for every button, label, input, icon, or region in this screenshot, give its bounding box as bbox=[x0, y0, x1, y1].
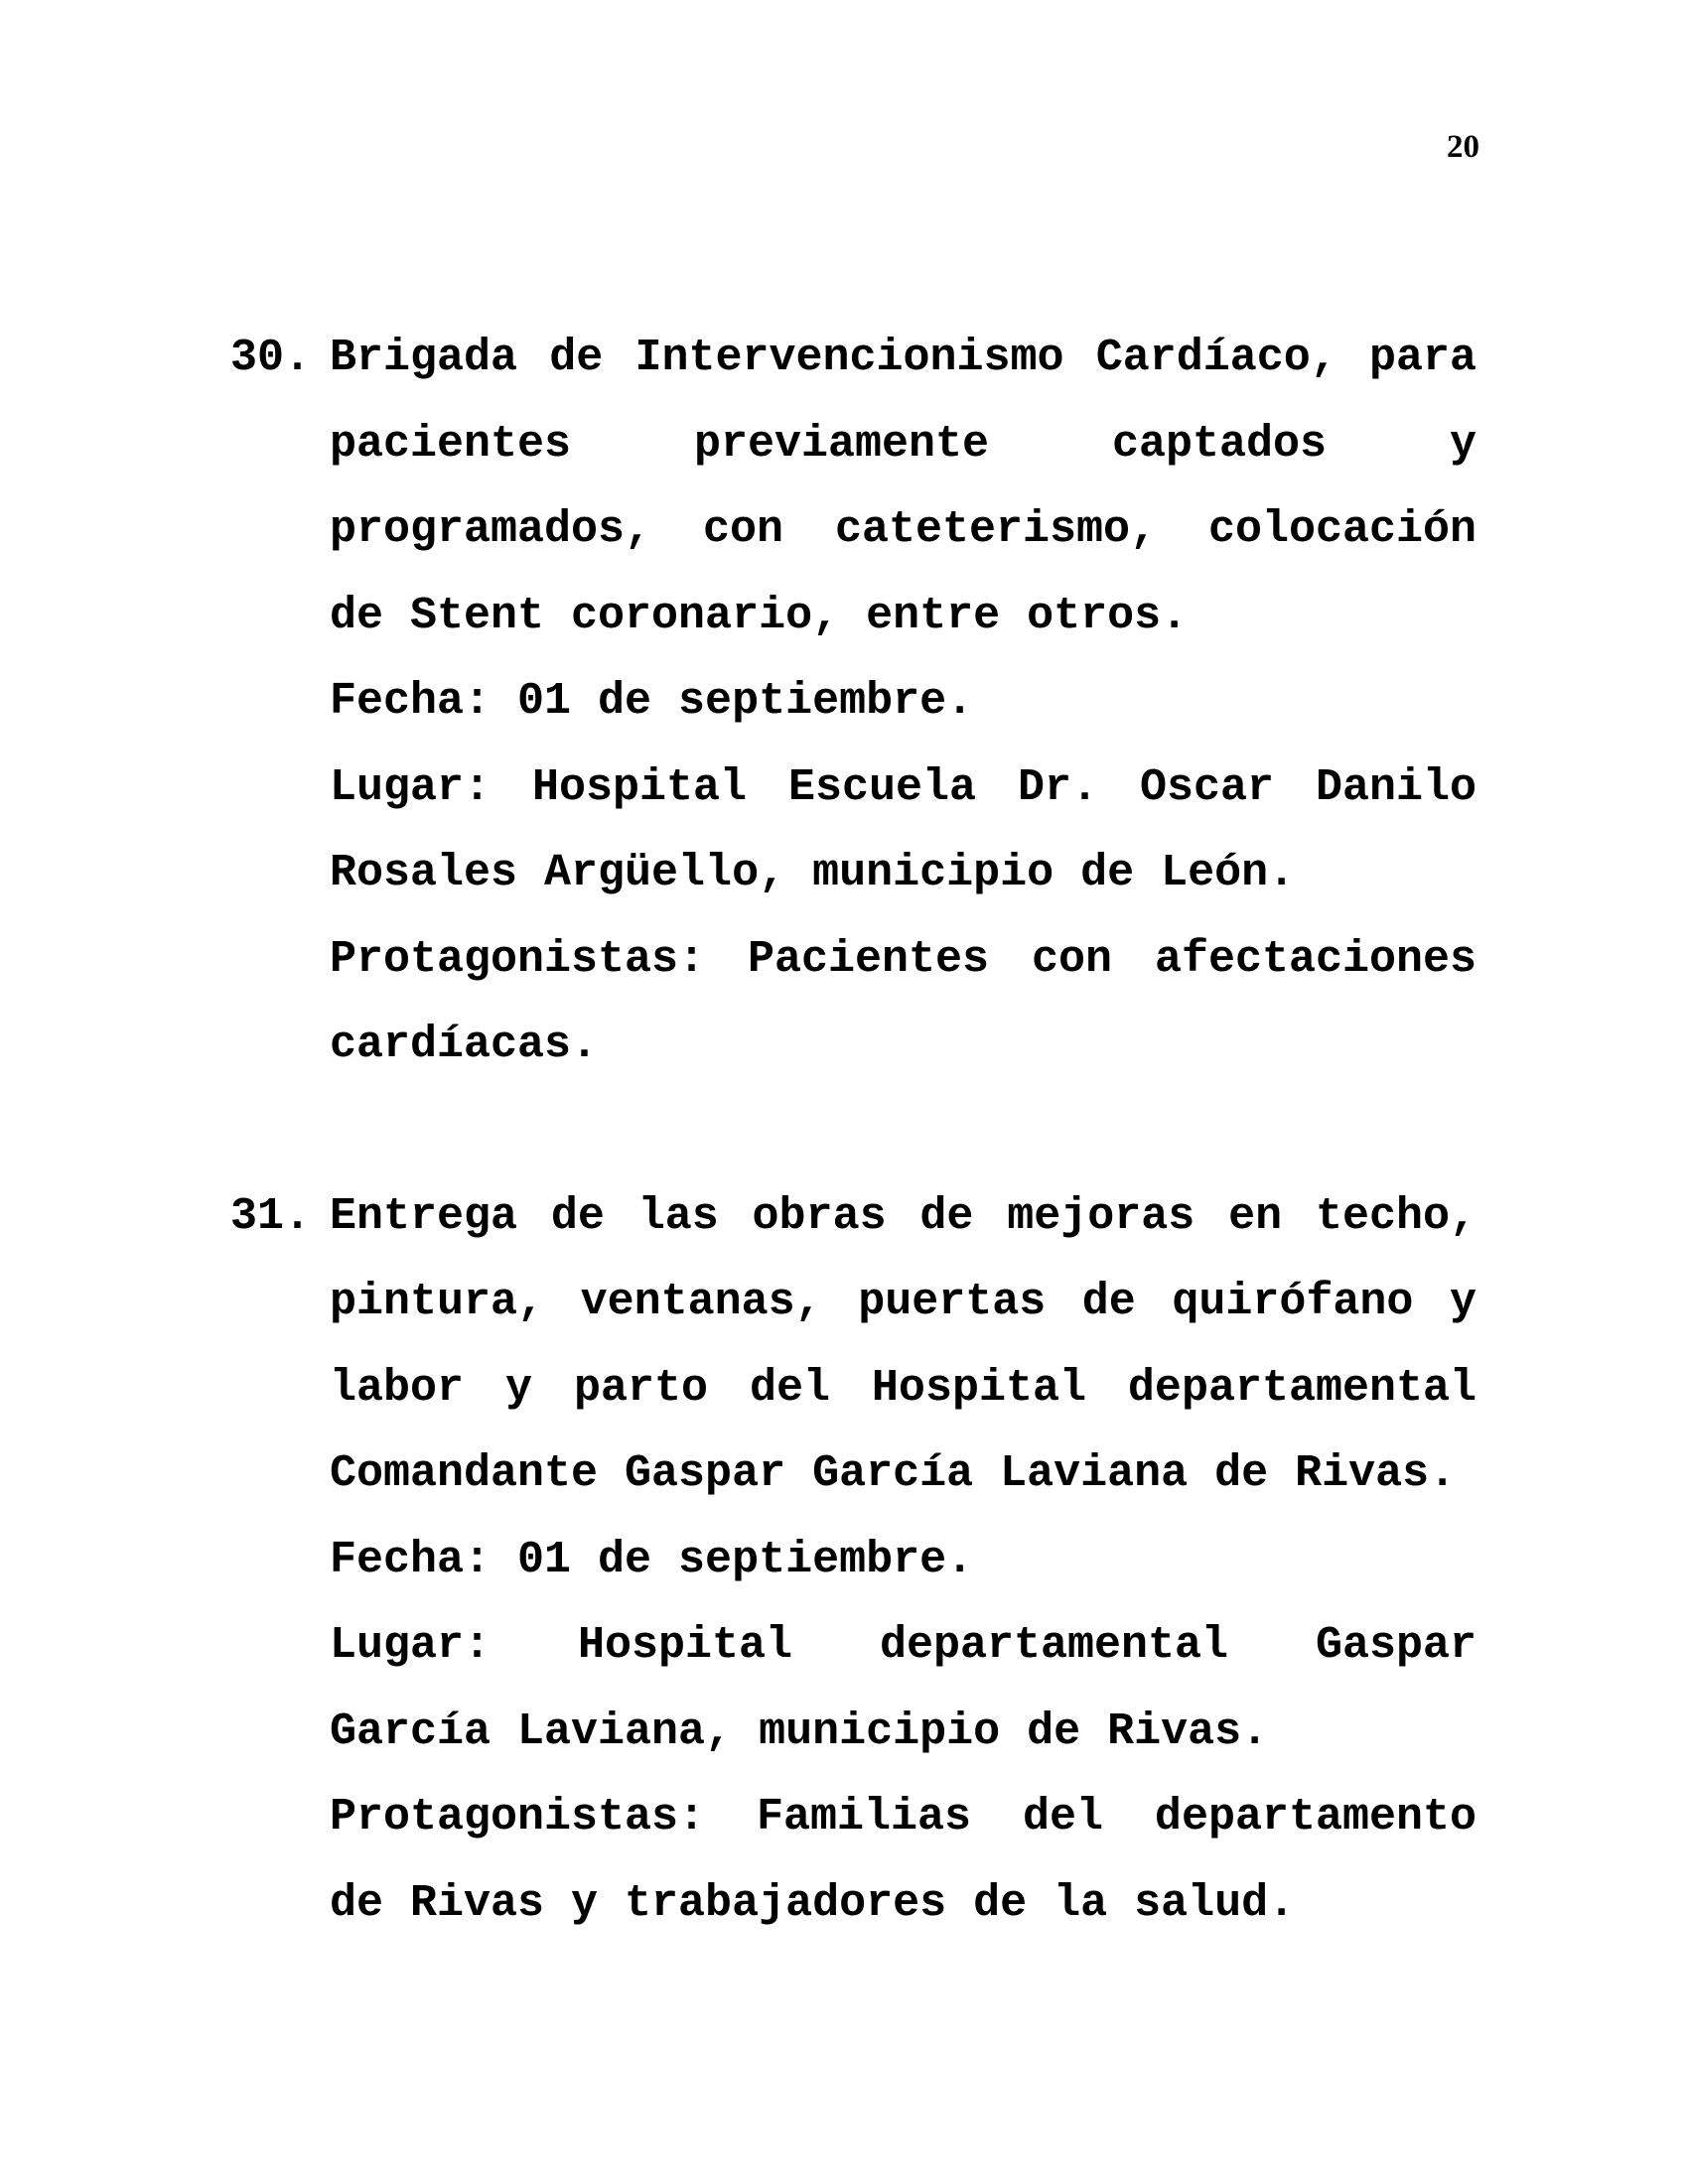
item-number: 31. bbox=[230, 1190, 312, 1242]
item-body bbox=[330, 1174, 1477, 1948]
list-item bbox=[230, 316, 1477, 1089]
page-number: 20 bbox=[1447, 129, 1479, 165]
item-date: Fecha: 01 de septiembre. bbox=[330, 1534, 974, 1585]
document-body bbox=[230, 316, 1477, 1947]
item-body bbox=[330, 316, 1477, 1089]
item-protagonists: Protagonistas: Pacientes con afectaciones cardíacas. bbox=[330, 933, 1477, 1070]
item-place: Lugar: Hospital departamental Gaspar García Laviana, municipio de Rivas. bbox=[330, 1620, 1477, 1757]
item-protagonists: Protagonistas: Familias del departamento de Rivas y trabajadores de la salud. bbox=[330, 1792, 1477, 1929]
list-item bbox=[230, 1174, 1477, 1948]
item-place: Lugar: Hospital Escuela Dr. Oscar Danilo Rosales Argüello, municipio de León. bbox=[330, 761, 1477, 898]
item-number: 30. bbox=[230, 333, 312, 383]
item-description: Entrega de las obras de mejoras en techo, pintura, ventanas, puertas de quirófano y labor y parto del Hospital departamental Comandante Gaspar García Laviana de Rivas. bbox=[330, 1190, 1477, 1499]
item-description: Brigada de Intervencionismo Cardíaco, para pacientes previamente captados y programados, con cateterismo, colocación de Stent coronario, entre otros. bbox=[330, 333, 1477, 641]
item-date: Fecha: 01 de septiembre. bbox=[330, 676, 974, 727]
